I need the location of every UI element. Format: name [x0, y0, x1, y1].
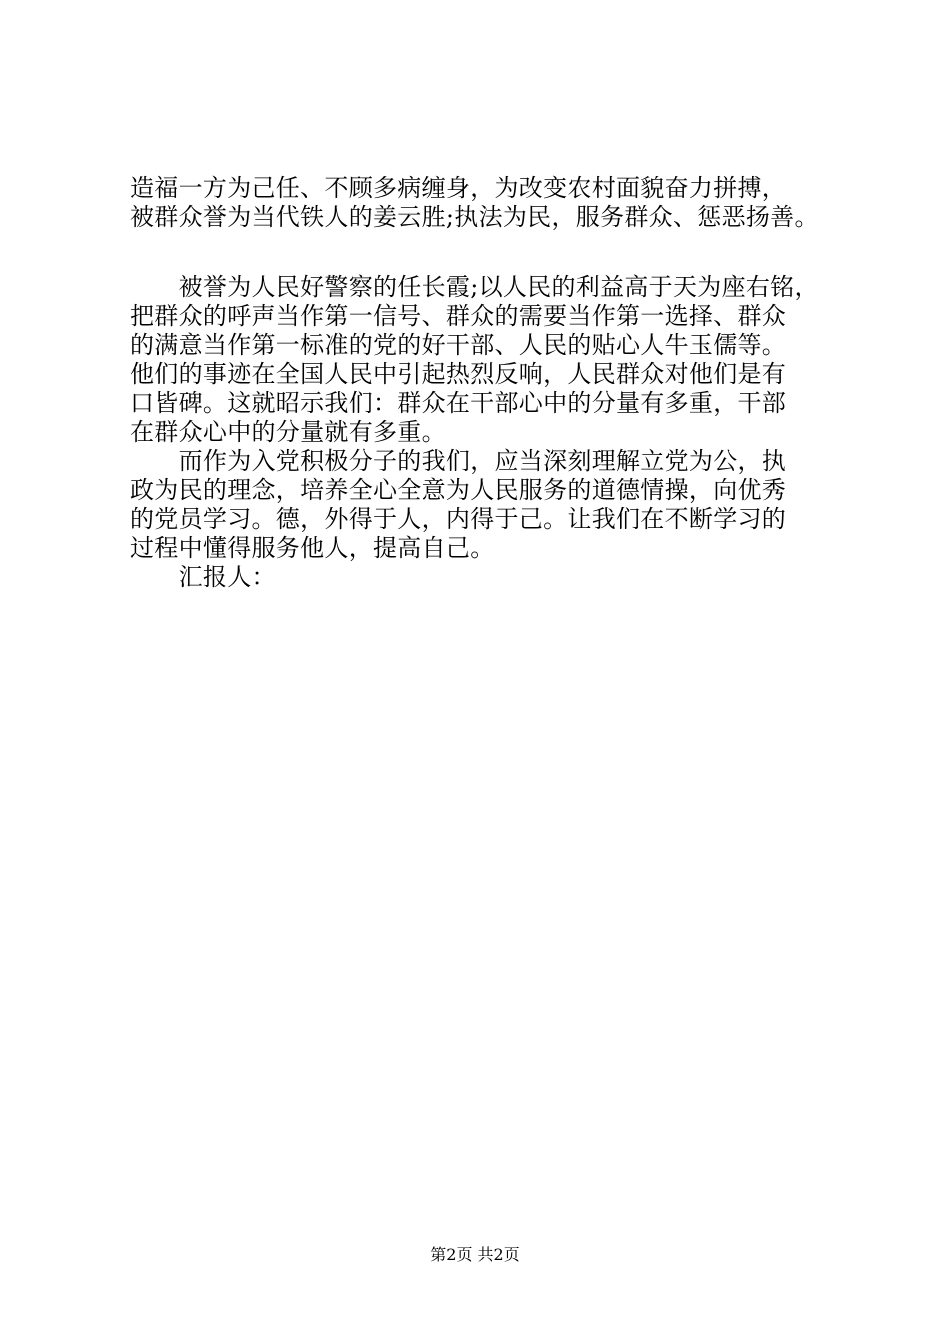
- text-line: 过程中懂得服务他人，提高自己。: [130, 534, 495, 562]
- text-line: 的党员学习。德，外得于人，内得于己。让我们在不断学习的: [130, 505, 787, 533]
- text-line: 被群众誉为当代铁人的姜云胜;执法为民，服务群众、惩恶扬善。: [130, 203, 819, 231]
- text-line: 他们的事迹在全国人民中引起热烈反响，人民群众对他们是有: [130, 360, 787, 388]
- text-line: 在群众心中的分量就有多重。: [130, 418, 446, 446]
- text-line: 口皆碑。这就昭示我们：群众在干部心中的分量有多重，干部: [130, 389, 787, 417]
- text-line: 的满意当作第一标准的党的好干部、人民的贴心人牛玉儒等。: [130, 331, 787, 359]
- text-line: 把群众的呼声当作第一信号、群众的需要当作第一选择、群众: [130, 302, 787, 330]
- reporter-line: 汇报人：: [130, 563, 276, 591]
- text-line: 造福一方为己任、不顾多病缠身，为改变农村面貌奋力拼搏，: [130, 174, 787, 202]
- page-number: 第2页 共2页: [430, 1245, 520, 1264]
- text-line: 而作为入党积极分子的我们，应当深刻理解立党为公，执: [130, 447, 787, 475]
- page-footer: [0, 1245, 950, 1265]
- text-line: 被誉为人民好警察的任长霞;以人民的利益高于天为座右铭，: [130, 273, 819, 301]
- paragraph-gap: [130, 232, 850, 273]
- text-line: 政为民的理念，培养全心全意为人民服务的道德情操，向优秀: [130, 476, 787, 504]
- document-body: [130, 174, 850, 592]
